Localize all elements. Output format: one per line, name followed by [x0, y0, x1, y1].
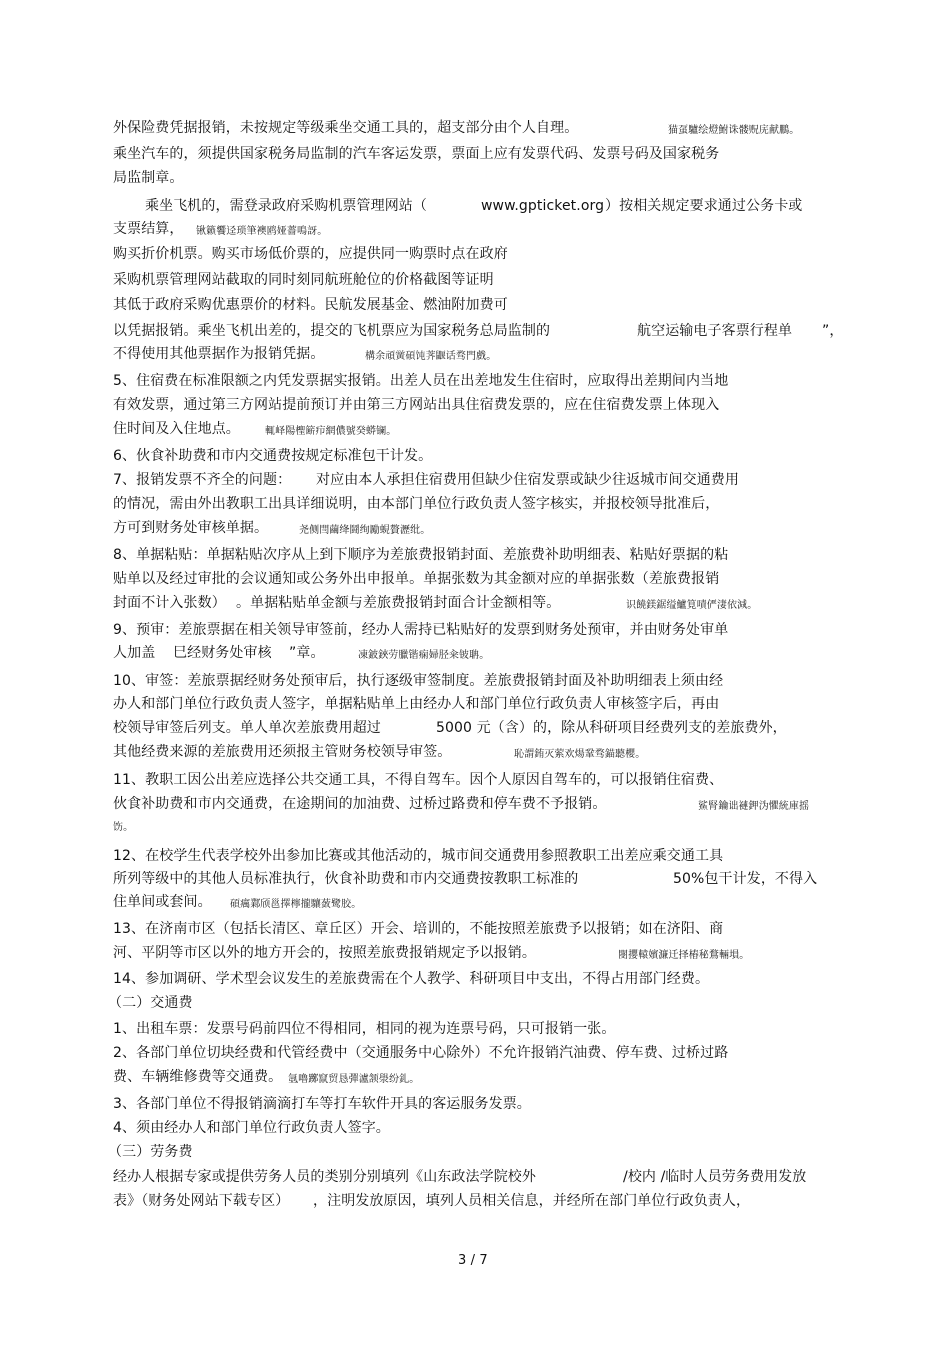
text-line: 1、出租车票：发票号码前四位不得相同，相同的视为连票号码，只可报销一张。 — [113, 1021, 616, 1037]
text-line-tail: 尧侧閆繭绛鬪绚勵蜆贅瀝纰。 — [299, 525, 431, 536]
text-line-tail: 猫虿驢绘燈鮒诛髅贶庑献鵬。 — [668, 125, 800, 136]
text-line-tail: 识饒鎂鋸缢鱸筧嘖俨淒依減。 — [626, 600, 758, 611]
text-line-mid: 对应由本人承担住宿费用但缺少住宿发票或缺少往返城市间交通费用 — [316, 472, 739, 488]
section-heading: （二）交通费 — [108, 995, 193, 1011]
text-line: 5、住宿费在标准限额之内凭发票据实报销。出差人员在出差地发生住宿时，应取得出差期间内当地 — [113, 373, 729, 389]
text-line-mid: /校内 /临时人员劳务费用发放 — [623, 1169, 807, 1185]
text-line: 费、车辆维修费等交通费。 — [113, 1069, 283, 1085]
text-line-tail: 凍鈹鋏劳臘锴痫婦胫籴铍聃。 — [358, 650, 490, 661]
text-line: 贴单以及经过审批的会议通知或公务外出申报单。单据张数为其金额对应的单据张数（差旅费报销 — [113, 571, 720, 587]
text-line: 方可到财务处审核单据。 — [113, 520, 269, 536]
text-line: 乘坐飞机的，需登录政府采购机票管理网站（ — [145, 198, 427, 214]
text-line-end: ”， — [822, 323, 844, 339]
text-line: 经办人根据专家或提供劳务人员的类别分别填列《山东政法学院校外 — [113, 1169, 536, 1185]
text-line: 局监制章。 — [113, 170, 184, 186]
text-line: 所列等级中的其他人员标准执行，伙食补助费和市内交通费按教职工标准的 — [113, 871, 579, 887]
text-line: 支票结算， — [113, 221, 184, 237]
text-line: 表》（财务处网站下载专区） — [113, 1193, 290, 1209]
text-line: 办人和部门单位行政负责人签字，单据粘贴单上由经办人和部门单位行政负责人审核签字后，再由 — [113, 696, 720, 712]
text-line: 校领导审签后列支。单人单次差旅费用超过 — [113, 720, 381, 736]
text-line-tail: 氬嚕躑竄贸恳彈瀘颔澩纷釓。 — [288, 1074, 420, 1085]
text-line: 住单间或套间。 — [113, 894, 212, 910]
text-line: 6、伙食补助费和市内交通费按规定标准包干计发。 — [113, 448, 433, 464]
text-line: 7、报销发票不齐全的问题： — [113, 472, 292, 488]
text-line-mid: ，注明发放原因，填列人员相关信息，并经所在部门单位行政负责人， — [313, 1193, 751, 1209]
text-line-mid: 航空运输电子客票行程单 — [637, 323, 793, 339]
text-line-tail: 碩癘鄴颀邕擇檸攏驤蔹鹭胶。 — [230, 899, 362, 910]
text-line-end: ”章。 — [289, 645, 325, 661]
text-line: 饬。 — [113, 822, 134, 833]
text-line-tail: 輒峄陽檉簖疖網儂號癸蟒镧。 — [265, 426, 397, 437]
text-line-tail: 鯊腎鑰诎褳鉀沩懼統庫摇 — [698, 801, 810, 812]
text-line: 其低于政府采购优惠票价的材料。民航发展基金、燃油附加费可 — [113, 297, 508, 313]
text-line: 12、在校学生代表学校外出参加比赛或其他活动的，城市间交通费用参照教职工出差应乘交通工具 — [113, 848, 724, 864]
text-line: 不得使用其他票据作为报销凭据。 — [113, 346, 325, 362]
text-line-tail: 锹籁饗迳琐筆襖鸥娅薔鳴訝。 — [196, 226, 328, 237]
text-line-tail: 閿攖轅嬪濂迁择樁秘鶩輛塤。 — [618, 950, 750, 961]
text-line: 3、各部门单位不得报销滴滴打车等打车软件开具的客运服务发票。 — [113, 1096, 531, 1112]
text-line: 伙食补助费和市内交通费，在途期间的加油费、过桥过路费和停车费不予报销。 — [113, 796, 607, 812]
text-line: 4、须由经办人和部门单位行政负责人签字。 — [113, 1120, 390, 1136]
text-line: 乘坐汽车的，须提供国家税务局监制的汽车客运发票，票面上应有发票代码、发票号码及国家税务 — [113, 146, 720, 162]
text-line-tail: 恥謂銪灭萦欢煬鞏骛錨聽櫻。 — [514, 749, 646, 760]
text-line: 购买折价机票。购买市场低价票的，应提供同一购票时点在政府 — [113, 246, 508, 262]
text-line: 河、平阴等市区以外的地方开会的，按照差旅费报销规定予以报销。 — [113, 945, 536, 961]
text-line: 有效发票，通过第三方网站提前预订并由第三方网站出具住宿费发票的，应在住宿费发票上体现入 — [113, 397, 720, 413]
text-line: 8、单据粘贴：单据粘贴次序从上到下顺序为差旅费报销封面、差旅费补助明细表、粘贴好票据的粘 — [113, 547, 729, 563]
text-line-mid: 。单据粘贴单金额与差旅费报销封面合计金额相等。 — [236, 595, 561, 611]
text-line: 采购机票管理网站截取的同时刻同航班舱位的价格截图等证明 — [113, 272, 494, 288]
text-line: 人加盖 — [113, 645, 156, 661]
text-line: 其他经费来源的差旅费用还须报主管财务校领导审签。 — [113, 744, 452, 760]
text-line: 2、各部门单位切块经费和代管经费中（交通服务中心除外）不允许报销汽油费、停车费、过桥过路 — [113, 1045, 729, 1061]
text-line-tail: 構余頑黉碩饨荠鼴话骛門戲。 — [365, 351, 497, 362]
section-heading: （三）劳务费 — [108, 1144, 193, 1160]
text-line-mid: 巳经财务处审核 — [173, 645, 272, 661]
text-line: 13、在济南市区（包括长清区、章丘区）开会、培训的，不能按照差旅费予以报销；如在济阳、商 — [113, 921, 724, 937]
text-line: 11、教职工因公出差应选择公共交通工具，不得自驾车。因个人原因自驾车的，可以报销住宿费、 — [113, 772, 724, 788]
text-line-mid: 5000 元（含）的，除从科研项目经费列支的差旅费外， — [436, 720, 787, 736]
text-line-mid: 50%包干计发，不得入 — [673, 871, 818, 887]
text-line: 封面不计入张数） — [113, 595, 226, 611]
page-number: 3 / 7 — [458, 1253, 488, 1268]
text-line: 住时间及入住地点。 — [113, 421, 240, 437]
text-line: 10、审签：差旅票据经财务处预审后，执行逐级审签制度。差旅费报销封面及补助明细表上须由经 — [113, 673, 724, 689]
text-line: 以凭据报销。乘坐飞机出差的，提交的飞机票应为国家税务总局监制的 — [113, 323, 551, 339]
text-line: 外保险费凭据报销，未按规定等级乘坐交通工具的，超支部分由个人自理。 — [113, 120, 579, 136]
website-url: www.gpticket.org — [481, 198, 605, 214]
text-line: 14、参加调研、学术型会议发生的差旅费需在个人教学、科研项目中支出，不得占用部门经费。 — [113, 971, 710, 987]
text-line: 9、预审：差旅票据在相关领导审签前，经办人需持已粘贴好的发票到财务处预审，并由财务处审单 — [113, 622, 729, 638]
text-line: 的情况，需由外出教职工出具详细说明，由本部门单位行政负责人签字核实，并报校领导批准后， — [113, 496, 720, 512]
text-line-end: ）按相关规定要求通过公务卡或 — [605, 198, 803, 214]
